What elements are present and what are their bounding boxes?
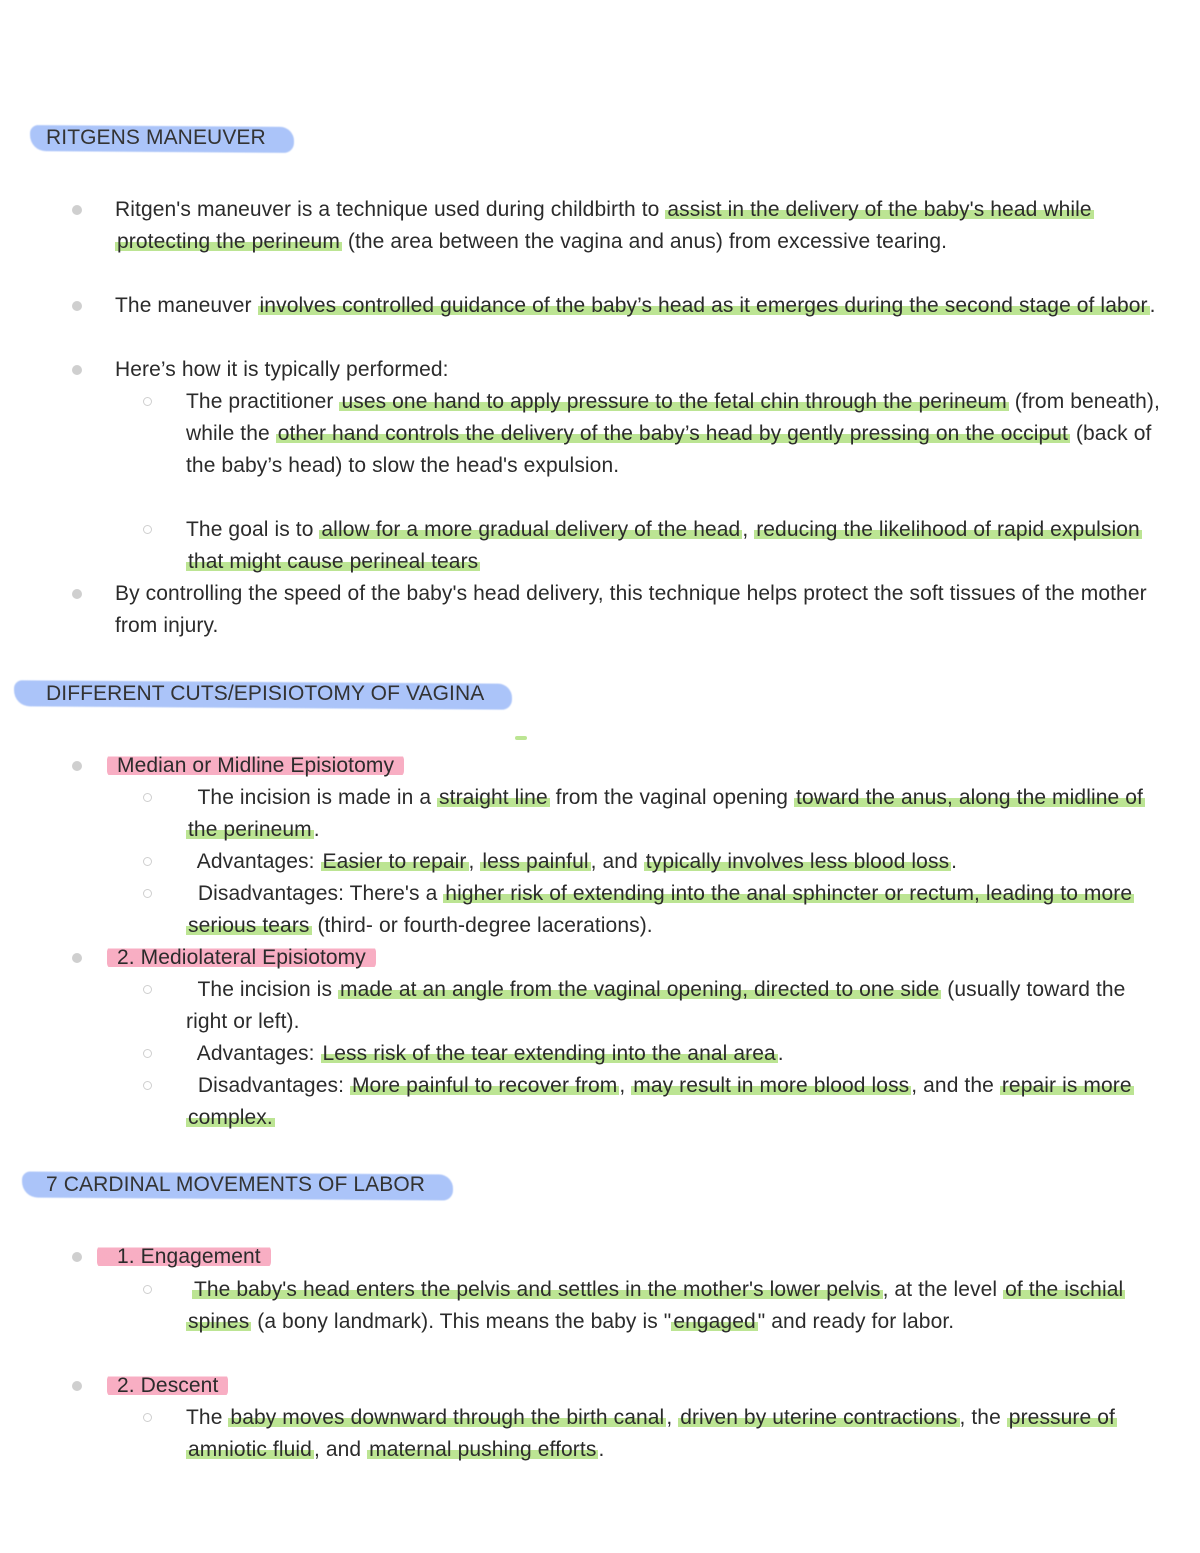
green-highlight: Easier to repair bbox=[322, 850, 467, 873]
bullet-dot bbox=[72, 301, 82, 311]
sub-bullet-paragraph: The baby's head enters the pelvis and settles in the mother's lower pelvis, at the level of the ischial spines (a bony landmark). This means the baby is "engaged" and ready for labor. bbox=[188, 1278, 1124, 1333]
sub-bullet-ring bbox=[143, 1285, 152, 1294]
green-highlight: other hand controls the delivery of the baby’s head by gently pressing on the occiput bbox=[277, 422, 1068, 445]
sub-bullet-paragraph: The incision is made in a straight line from the vaginal opening toward the anus, along the midline of the perineum. bbox=[186, 786, 1143, 841]
sub-bullet-ring bbox=[143, 1413, 152, 1422]
bullet-dot bbox=[72, 205, 82, 215]
sub-bullet-paragraph: The practitioner uses one hand to apply pressure to the fetal chin through the perineum (from beneath), while the other hand controls the delivery of the baby’s head by gently pressing on the occiput (back of the baby’s head) to slow the head's expulsion. bbox=[186, 390, 1160, 477]
sub-bullet-ring bbox=[143, 857, 152, 866]
green-highlight: less painful bbox=[482, 850, 589, 873]
green-highlight: pressure of amniotic fluid bbox=[188, 1406, 1115, 1461]
green-highlight: of the ischial spines bbox=[188, 1278, 1124, 1333]
bullet-paragraph: Here’s how it is typically performed: bbox=[115, 358, 449, 381]
green-highlight: made at an angle from the vaginal opening, directed to one side bbox=[339, 978, 940, 1001]
sub-bullet-paragraph: The goal is to allow for a more gradual delivery of the head, reducing the likelihood of rapid expulsion that might cause perineal tears bbox=[186, 518, 1140, 573]
sub-bullet-ring bbox=[143, 985, 152, 994]
green-highlight: straight line bbox=[439, 786, 548, 809]
green-highlight: assist in the delivery of the baby's head while protecting the perineum bbox=[117, 198, 1092, 253]
green-highlight: reducing the likelihood of rapid expulsion that might cause perineal tears bbox=[188, 518, 1140, 573]
green-highlight: Less risk of the tear extending into the anal area bbox=[322, 1042, 776, 1065]
bullet-item-title bbox=[115, 942, 1165, 974]
heading-cardinal-movements: 7 CARDINAL MOVEMENTS OF LABOR bbox=[46, 1171, 425, 1199]
green-highlight: typically involves less blood loss bbox=[645, 850, 950, 873]
sub-bullet-ring bbox=[143, 793, 152, 802]
pink-highlight: 2. Descent bbox=[107, 1374, 228, 1397]
bullet-paragraph: Ritgen's maneuver is a technique used during childbirth to assist in the delivery of the baby's head while protecting the perineum (the area between the vagina and anus) from excessive tearing. bbox=[115, 198, 1092, 253]
bullet-item-title bbox=[115, 1241, 1165, 1273]
heading-episiotomy: DIFFERENT CUTS/EPISIOTOMY OF VAGINA bbox=[46, 680, 484, 708]
green-highlight: allow for a more gradual delivery of the head bbox=[321, 518, 741, 541]
bullet-dot bbox=[72, 1381, 82, 1391]
green-highlight: engaged bbox=[673, 1310, 756, 1333]
heading-ritgens-maneuver: RITGENS MANEUVER bbox=[46, 124, 266, 152]
sub-bullet-ring bbox=[143, 889, 152, 898]
green-highlight: uses one hand to apply pressure to the fetal chin through the perineum bbox=[341, 390, 1007, 413]
green-highlight: involves controlled guidance of the baby’s head as it emerges during the second stage of labor bbox=[259, 294, 1148, 317]
stray-highlight-mark bbox=[515, 736, 527, 740]
bullet-item-title bbox=[115, 1370, 1165, 1402]
green-highlight: More painful to recover from bbox=[351, 1074, 618, 1097]
bullet-paragraph: By controlling the speed of the baby's head delivery, this technique helps protect the soft tissues of the mother from injury. bbox=[115, 582, 1147, 637]
green-highlight: baby moves downward through the birth canal bbox=[230, 1406, 665, 1429]
sub-bullet-paragraph: Advantages: Less risk of the tear extending into the anal area. bbox=[186, 1042, 784, 1065]
green-highlight: driven by uterine contractions bbox=[680, 1406, 958, 1429]
bullet-item-title bbox=[115, 750, 1165, 782]
pink-highlight: 2. Mediolateral Episiotomy bbox=[107, 946, 376, 969]
green-highlight: maternal pushing efforts bbox=[369, 1438, 597, 1461]
green-highlight: The baby's head enters the pelvis and settles in the mother's lower pelvis bbox=[193, 1278, 881, 1301]
bullet-dot bbox=[72, 761, 82, 771]
sub-bullet-ring bbox=[143, 1081, 152, 1090]
sub-bullet-paragraph: Advantages: Easier to repair, less painful, and typically involves less blood loss. bbox=[186, 850, 958, 873]
bullet-dot bbox=[72, 365, 82, 375]
bullet-dot bbox=[72, 1252, 82, 1262]
sub-bullet-ring bbox=[143, 525, 152, 534]
green-highlight: may result in more blood loss bbox=[633, 1074, 910, 1097]
green-highlight: toward the anus, along the midline of the perineum bbox=[188, 786, 1143, 841]
green-highlight: higher risk of extending into the anal sphincter or rectum, leading to more serious tears bbox=[188, 882, 1133, 937]
sub-bullet-paragraph: Disadvantages: More painful to recover from, may result in more blood loss, and the repair is more complex. bbox=[186, 1074, 1132, 1129]
pink-highlight: Median or Midline Episiotomy bbox=[107, 754, 404, 777]
bullet-paragraph: The maneuver involves controlled guidance of the baby’s head as it emerges during the second stage of labor. bbox=[115, 294, 1156, 317]
sub-bullet-paragraph: The incision is made at an angle from the vaginal opening, directed to one side (usually toward the right or left). bbox=[186, 978, 1126, 1033]
sub-bullet-ring bbox=[143, 1049, 152, 1058]
bullet-dot bbox=[72, 589, 82, 599]
sub-bullet-paragraph: The baby moves downward through the birth canal, driven by uterine contractions, the pressure of amniotic fluid, and maternal pushing efforts. bbox=[186, 1406, 1115, 1461]
pink-highlight: 1. Engagement bbox=[97, 1245, 271, 1268]
sub-bullet-paragraph: Disadvantages: There's a higher risk of extending into the anal sphincter or rectum, leading to more serious tears (third- or fourth-degree lacerations). bbox=[186, 882, 1133, 937]
green-highlight: repair is more complex. bbox=[188, 1074, 1132, 1129]
bullet-dot bbox=[72, 953, 82, 963]
sub-bullet-ring bbox=[143, 397, 152, 406]
